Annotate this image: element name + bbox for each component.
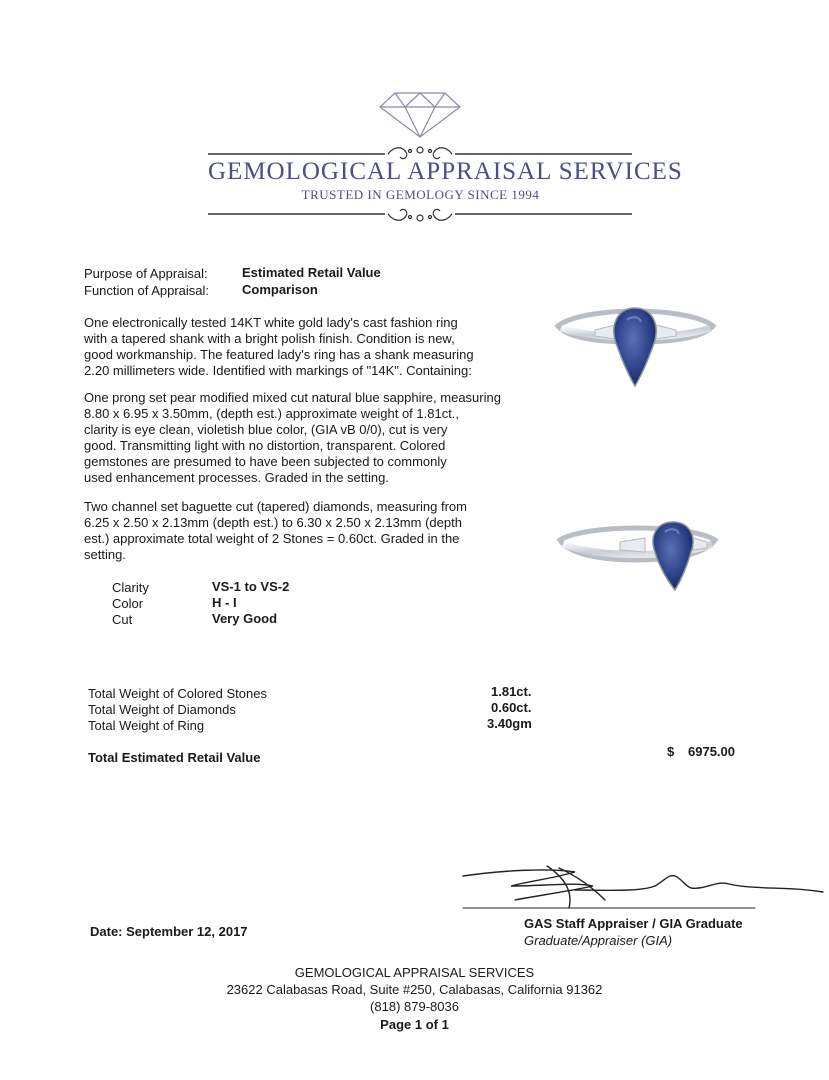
purpose-label: Purpose of Appraisal: (84, 266, 208, 281)
grade-value-color: H - I (212, 595, 237, 610)
total-value-ring: 3.40gm (487, 716, 532, 731)
footer-company: GEMOLOGICAL APPRAISAL SERVICES (294, 965, 535, 980)
retail-amount: 6975.00 (688, 744, 735, 759)
footer-page-number: Page 1 of 1 (380, 1017, 449, 1032)
grade-label-color: Color (112, 596, 144, 611)
function-value: Comparison (242, 282, 318, 297)
total-label-ring: Total Weight of Ring (88, 718, 205, 733)
appraisal-date: Date: September 12, 2017 (90, 924, 248, 939)
signature (455, 856, 825, 911)
total-label-diamonds: Total Weight of Diamonds (88, 702, 236, 717)
company-name: GEMOLOGICAL APPRAISAL SERVICES (208, 158, 683, 185)
sapphire-description: One prong set pear modified mixed cut natural blue sapphire, measuring 8.80 x 6.95 x 3.50mm, (depth est.) approximate weight of 1.81ct., clarity is eye clean, violetish blue color, (GIA vB 0/0), cut is very good. Transmitting light with no distortion, transparent. Colored gemstones are presumed to have been subjected to commonly used enhancement processes. Graded in the setting. (84, 390, 501, 485)
retail-currency: $ (667, 744, 675, 759)
company-tagline: TRUSTED IN GEMOLOGY SINCE 1994 (301, 187, 540, 202)
appraiser-subtitle: Graduate/Appraiser (GIA) (524, 933, 673, 948)
grade-value-clarity: VS-1 to VS-2 (212, 579, 290, 594)
total-value-diamonds: 0.60ct. (491, 700, 532, 715)
footer-address: 23622 Calabasas Road, Suite #250, Calabasas, California 91362 (226, 982, 603, 997)
ring-photo-top (553, 298, 718, 393)
footer-phone: (818) 879-8036 (370, 999, 459, 1014)
grade-value-cut: Very Good (212, 611, 278, 626)
ring-photo-side (555, 510, 720, 600)
ring-description: One electronically tested 14KT white gold lady's cast fashion ring with a tapered shank with a bright polish finish. Condition is new, good workmanship. The featured lady's ring has a shank measuring 2.20 millimeters wide. Identified with markings of "14K". Containing: (84, 315, 474, 378)
total-value-colored-stones: 1.81ct. (491, 684, 532, 699)
total-label-colored-stones: Total Weight of Colored Stones (88, 686, 267, 701)
grade-label-cut: Cut (112, 612, 133, 627)
function-label: Function of Appraisal: (84, 283, 210, 298)
appraiser-title: GAS Staff Appraiser / GIA Graduate (524, 916, 743, 931)
purpose-value: Estimated Retail Value (242, 265, 381, 280)
grade-label-clarity: Clarity (112, 580, 149, 595)
diamonds-description: Two channel set baguette cut (tapered) diamonds, measuring from 6.25 x 2.50 x 2.13mm (depth est.) to 6.30 x 2.50 x 2.13mm (depth est.) approximate total weight of 2 Stones = 0.60ct. Graded in the setting. (84, 499, 467, 562)
retail-value-label: Total Estimated Retail Value (88, 750, 261, 765)
